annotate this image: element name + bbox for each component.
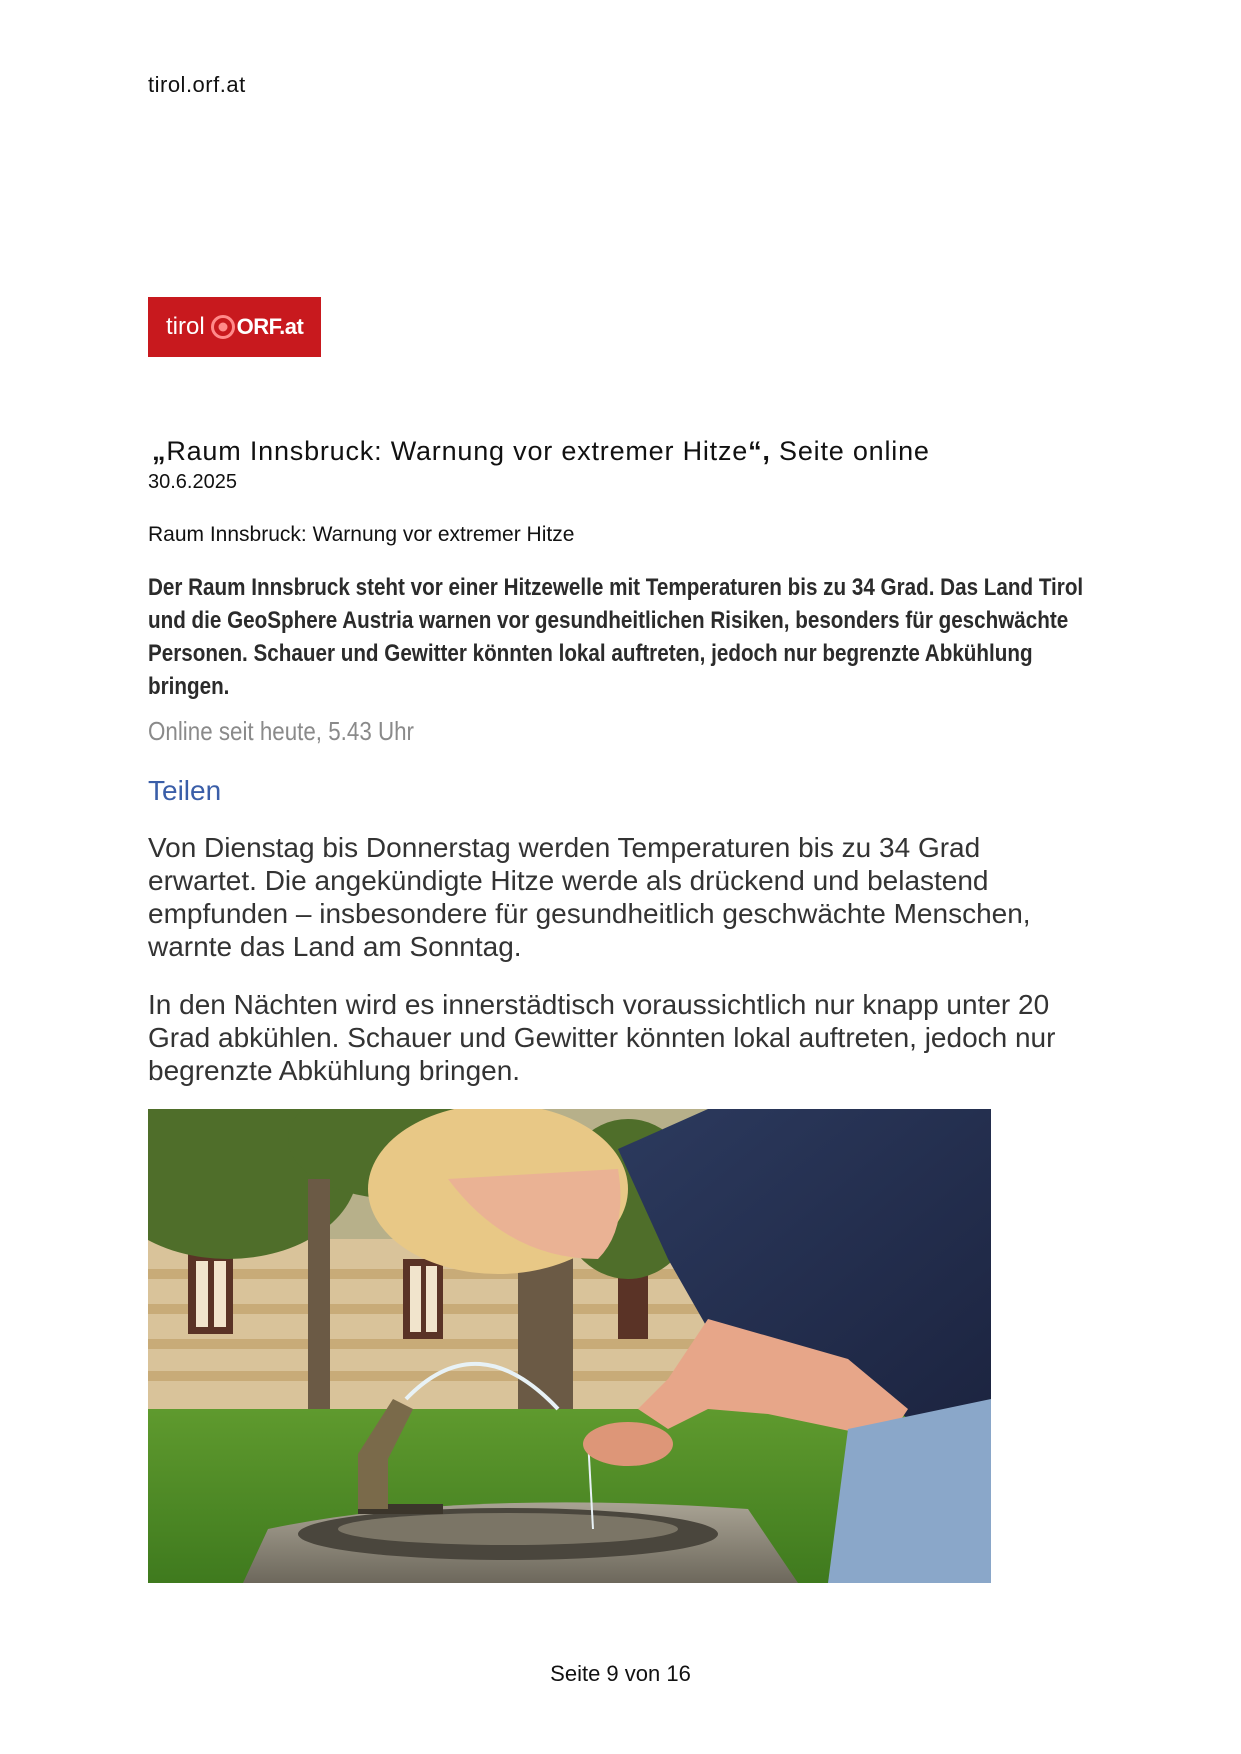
- article-paragraph: In den Nächten wird es innerstädtisch voraussichtlich nur knapp unter 20 Grad abkühlen. Schauer und Gewitter könnten lokal auftreten, jedoch nur begrenzte Abkühlung bringen.: [148, 989, 1056, 1086]
- reference-title: [152, 436, 930, 467]
- quote-close: “,: [748, 436, 771, 466]
- reference-date: 30.6.2025: [148, 471, 237, 493]
- site-header: tirol.orf.at: [148, 72, 246, 97]
- article-lead: Der Raum Innsbruck steht vor einer Hitzewelle mit Temperaturen bis zu 34 Grad. Das Land Tirol und die GeoSphere Austria warnen vor gesundheitlichen Risiken, besonders für geschwächte Personen. Schauer und Gewitter könnten lokal auftreten, jedoch nur begrenzte Abkühlung bringen.: [148, 574, 1084, 700]
- reference-title-text: Raum Innsbruck: Warnung vor extremer Hitze: [166, 436, 749, 466]
- orf-tirol-logo[interactable]: [148, 297, 321, 357]
- orf-eye-icon: [211, 315, 235, 339]
- article-photo: [148, 1109, 991, 1583]
- article-title: Raum Innsbruck: Warnung vor extremer Hitze: [148, 523, 575, 546]
- quote-open: „: [152, 436, 167, 466]
- logo-left-text: tirol: [166, 313, 205, 340]
- article-paragraph: Von Dienstag bis Donnerstag werden Temperaturen bis zu 34 Grad erwartet. Die angekündigte Hitze werde als drückend und belastend empfunden – insbesondere für gesundheitlich geschwächte Menschen, warnte das Land am Sonntag.: [148, 832, 1031, 962]
- page-number: Seite 9 von 16: [550, 1661, 691, 1686]
- drinking-fountain-photo: [148, 1109, 991, 1583]
- share-link[interactable]: Teilen: [148, 775, 222, 806]
- logo-right-text: ORF.at: [236, 314, 304, 339]
- article-timestamp: Online seit heute, 5.43 Uhr: [148, 716, 414, 746]
- reference-suffix: Seite online: [770, 436, 930, 466]
